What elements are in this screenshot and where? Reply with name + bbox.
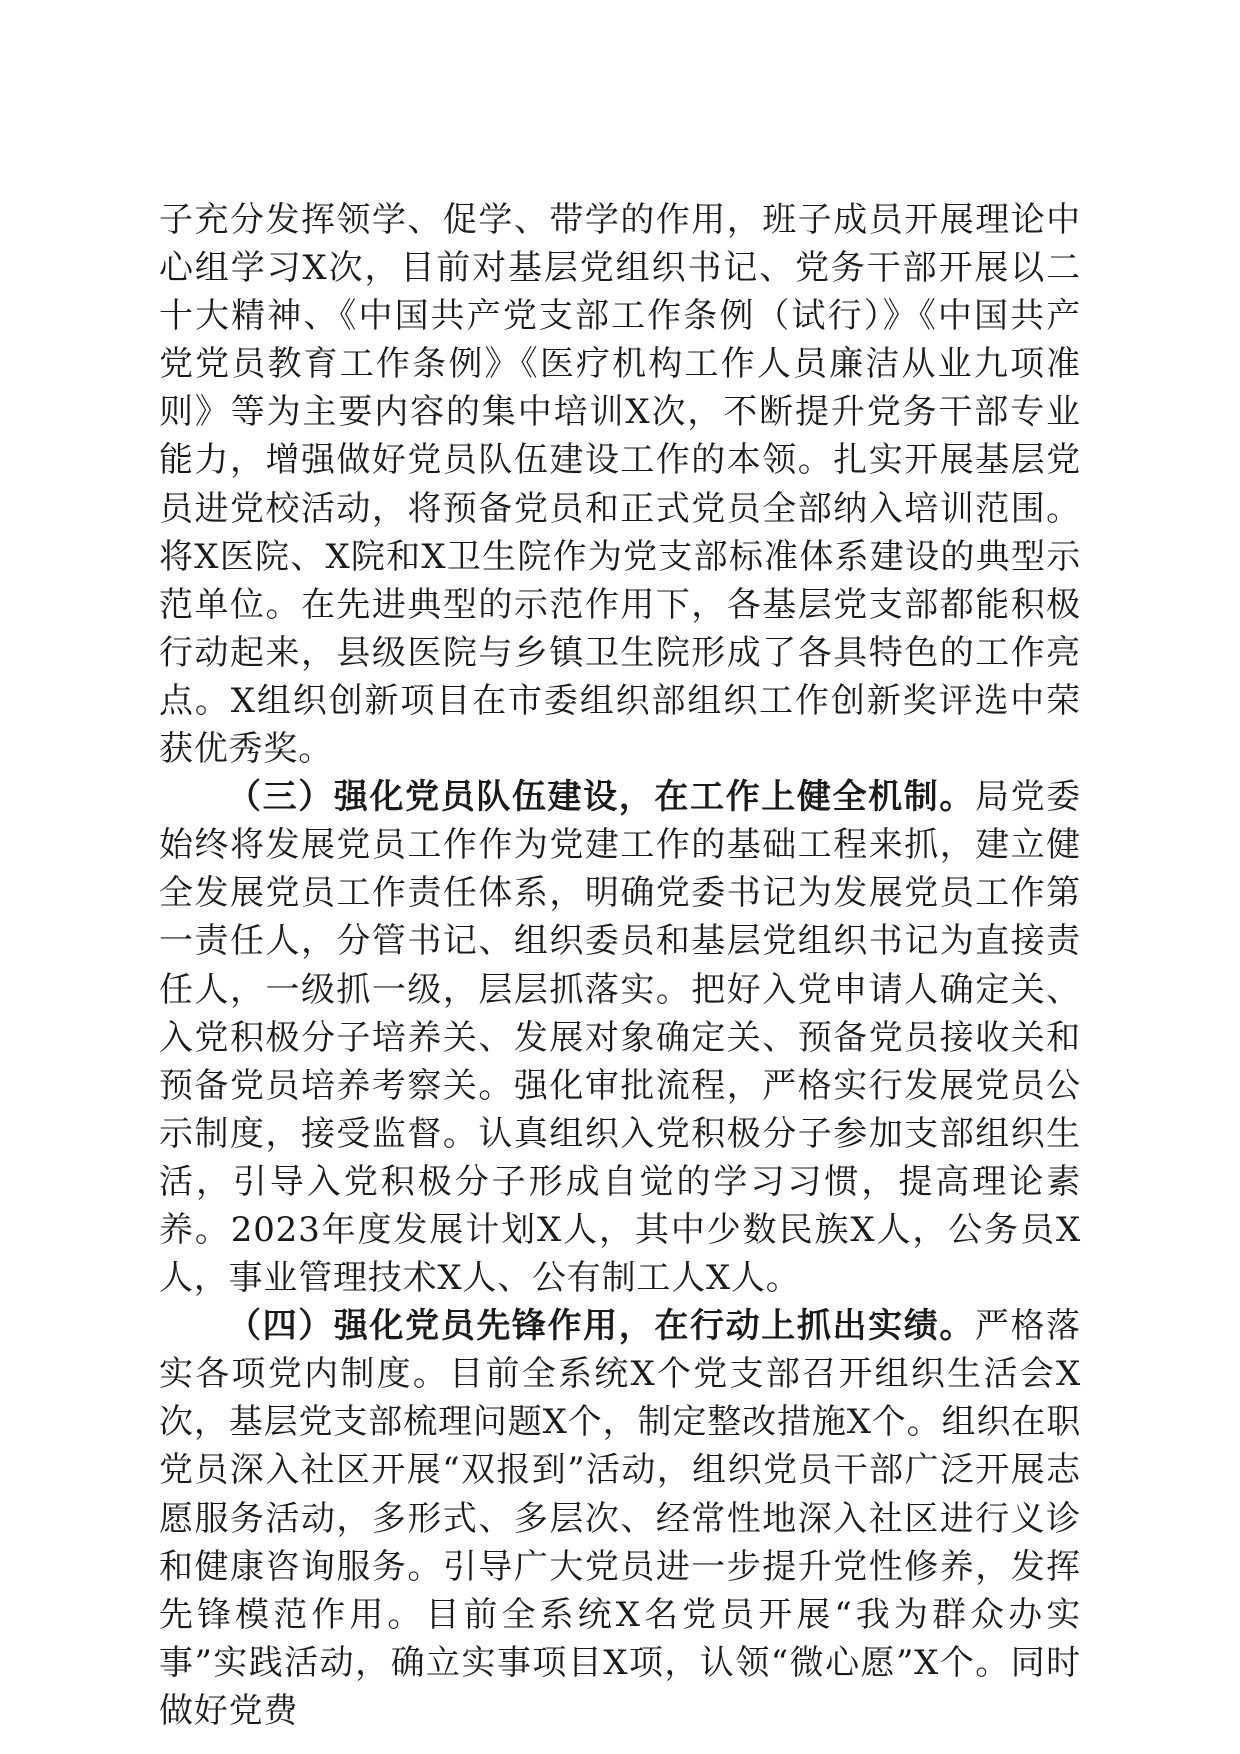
document-body <box>159 196 1081 1735</box>
paragraph-text: 严格落实各项党内制度。目前全系统X个党支部召开组织生活会X次，基层党支部梳理问题X个，制定整改措施X个。组织在职党员深入社区开展“双报到”活动，组织党员干部广泛开展志愿服务活动，多形式、多层次、经常性地深入社区进行义诊和健康咨询服务。引导广大党员进一步提升党性修养，发挥先锋模范作用。目前全系统X名党员开展“我为群众办实事”实践活动，确立实事项目X项，认领“微心愿”X个。同时做好党费 <box>159 1306 1081 1731</box>
paragraph-section-four <box>159 1302 1081 1735</box>
paragraph-text: 局党委始终将发展党员工作作为党建工作的基础工程来抓，建立健全发展党员工作责任体系，明确党委书记为发展党员工作第一责任人，分管书记、组织委员和基层党组织书记为直接责任人，一级抓一级，层层抓落实。把好入党申请人确定关、入党积极分子培养关、发展对象确定关、预备党员接收关和预备党员培养考察关。强化审批流程，严格实行发展党员公示制度，接受监督。认真组织入党积极分子参加支部组织生活，引导入党积极分子形成自觉的学习习惯，提高理论素养。2023年度发展计划X人，其中少数民族X人，公务员X人，事业管理技术X人、公有制工人X人。 <box>159 777 1081 1299</box>
paragraph-section-three <box>159 773 1081 1302</box>
section-heading: （三）强化党员队伍建设，在工作上健全机制。 <box>227 777 975 818</box>
paragraph-continuation <box>159 196 1081 773</box>
paragraph-text: 子充分发挥领学、促学、带学的作用，班子成员开展理论中心组学习X次，目前对基层党组织书记、党务干部开展以二十大精神、《中国共产党支部工作条例（试行）》《中国共产党党员教育工作条例》《医疗机构工作人员廉洁从业九项准则》等为主要内容的集中培训X次，不断提升党务干部专业能力，增强做好党员队伍建设工作的本领。扎实开展基层党员进党校活动，将预备党员和正式党员全部纳入培训范围。将X医院、X院和X卫生院作为党支部标准体系建设的典型示范单位。在先进典型的示范作用下，各基层党支部都能积极行动起来，县级医院与乡镇卫生院形成了各具特色的工作亮点。X组织创新项目在市委组织部组织工作创新奖评选中荣获优秀奖。 <box>159 200 1081 770</box>
section-heading: （四）强化党员先锋作用，在行动上抓出实绩。 <box>227 1306 975 1347</box>
